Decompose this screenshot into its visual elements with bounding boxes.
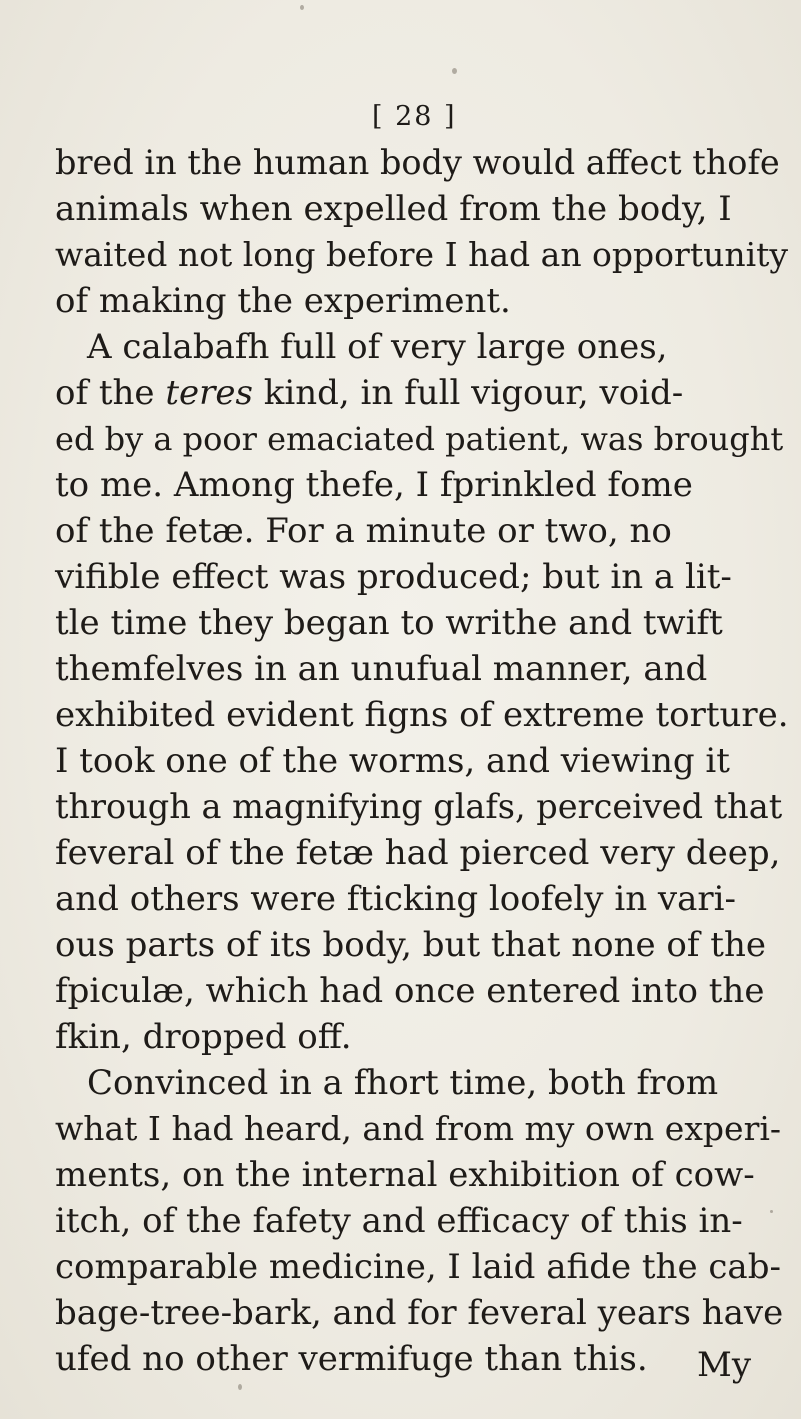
text-line-2: animals when expelled from the body, I: [55, 189, 732, 229]
text-line-13: exhibited evident figns of extreme torture.: [55, 695, 789, 735]
paper-speck: [238, 1384, 242, 1390]
text-line-26: bage-tree-bark, and for feveral years have: [55, 1293, 784, 1333]
text-line-3: waited not long before I had an opportunity: [55, 235, 789, 274]
text-line-8: to me. Among thefe, I fprinkled fome: [55, 465, 693, 505]
text-line-6-start: of the: [55, 373, 166, 413]
page-number: [ 28 ]: [372, 101, 457, 132]
text-line-1: bred in the human body would affect thofe: [55, 143, 780, 182]
text-line-25: comparable medicine, I laid afide the cab-: [55, 1247, 781, 1287]
text-line-10: vifible effect was produced; but in a lit-: [55, 557, 732, 597]
text-line-6-end: kind, in full vigour, void-: [252, 373, 684, 413]
paper-speck: [452, 68, 457, 74]
text-line-22: what I had heard, and from my own experi-: [55, 1109, 782, 1148]
text-line-4: of making the experiment.: [55, 281, 511, 321]
paper-speck: [300, 5, 304, 10]
italic-word-teres: teres: [165, 373, 253, 413]
paper-speck: [770, 1210, 773, 1213]
text-line-27: ufed no other vermifuge than this.: [55, 1339, 648, 1379]
text-line-23: ments, on the internal exhibition of cow-: [55, 1155, 755, 1195]
text-line-17: and others were fticking loofely in vari-: [55, 879, 736, 919]
text-line-12: themfelves in an unufual manner, and: [55, 649, 708, 689]
text-line-18: ous parts of its body, but that none of the: [55, 925, 766, 965]
text-line-15: through a magnifying glafs, perceived that: [55, 787, 783, 826]
text-line-6: [55, 373, 683, 413]
text-line-11: tle time they began to writhe and twift: [55, 603, 723, 643]
text-line-21: Convinced in a fhort time, both from: [87, 1063, 719, 1103]
text-line-9: of the fetæ. For a minute or two, no: [55, 511, 672, 551]
text-line-7: ed by a poor emaciated patient, was brought: [55, 420, 784, 458]
text-line-5: A calabafh full of very large ones,: [87, 327, 668, 367]
catchword: My: [697, 1345, 752, 1385]
text-line-20: fkin, dropped off.: [55, 1017, 352, 1057]
text-line-14: I took one of the worms, and viewing it: [55, 741, 730, 781]
text-line-16: feveral of the fetæ had pierced very deep,: [55, 833, 781, 873]
text-line-24: itch, of the fafety and efficacy of this in-: [55, 1201, 743, 1241]
text-line-19: fpiculæ, which had once entered into the: [55, 971, 765, 1011]
